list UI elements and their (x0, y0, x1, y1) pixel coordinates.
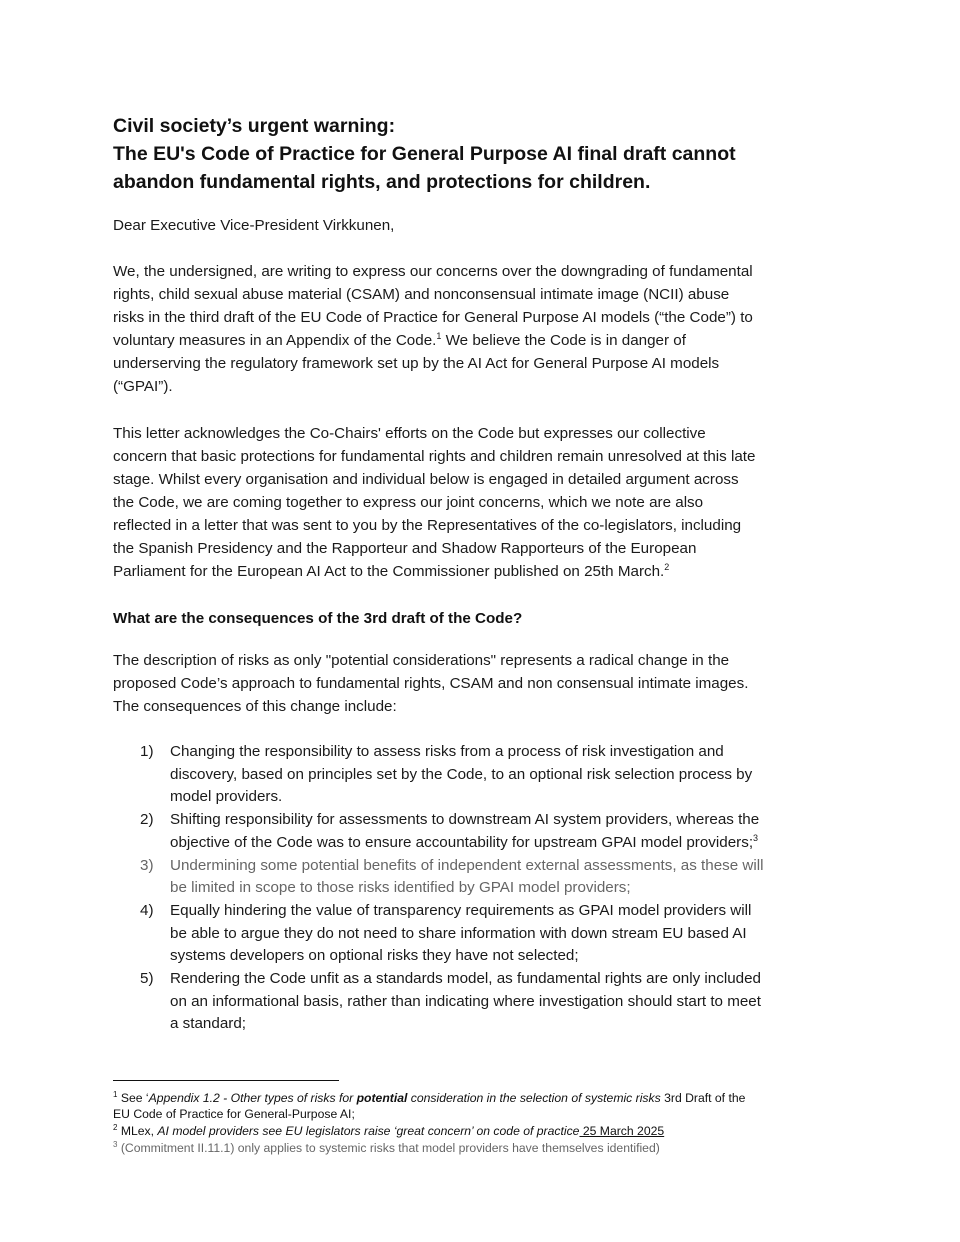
list-item (113, 900, 873, 968)
text-line (113, 1140, 873, 1156)
text-segment: See ‘ (117, 1091, 149, 1105)
footnote-ref[interactable]: 3 (753, 832, 759, 843)
text-line: rights, child sexual abuse material (CSAM) and nonconsensual intimate image (NCII) abuse (113, 286, 730, 303)
text-line: model providers. (170, 788, 283, 806)
text-line: The description of risks as only "potential considerations" represents a radical change in the (113, 652, 730, 669)
text-line (170, 832, 873, 855)
list-item (113, 809, 873, 854)
footnote-1 (113, 1090, 873, 1123)
text-line: EU Code of Practice for General-Purpose AI; (113, 1107, 355, 1122)
list-item (113, 968, 873, 1036)
text-segment: (Commitment II.11.1) only applies to systemic risks that model providers have themselves identified) (117, 1141, 660, 1155)
title-line: abandon fundamental rights, and protections for children. (113, 171, 651, 193)
paragraph-intro (113, 260, 853, 398)
list-number: 4) (140, 901, 154, 919)
text-segment: objective of the Code was to ensure accountability for upstream GPAI model providers; (170, 833, 754, 851)
salutation: Dear Executive Vice-President Virkkunen, (113, 217, 395, 234)
text-line: discovery, based on principles set by the Code, to an optional risk selection process by (170, 765, 753, 783)
text-line: risks in the third draft of the EU Code of Practice for General Purpose AI models (“the Code”) to (113, 309, 753, 326)
consequences-list (113, 741, 873, 1036)
source-link[interactable]: 25 March 2025 (579, 1124, 665, 1138)
footnote-ref[interactable]: 2 (664, 561, 670, 572)
text-line: be limited in scope to those risks identified by GPAI model providers; (170, 879, 631, 897)
text-line: Equally hindering the value of transparency requirements as GPAI model providers will (170, 901, 752, 919)
paragraph-acknowledgement (113, 422, 853, 583)
text-line: Undermining some potential benefits of independent external assessments, as these will (170, 856, 764, 874)
text-line: on an informational basis, rather than indicating where investigation should start to meet (170, 992, 761, 1010)
list-number: 2) (140, 811, 154, 829)
text-line: systems developers on optional risks they have not selected; (170, 947, 579, 965)
text-segment: Appendix 1.2 - Other types of risks for (148, 1091, 357, 1105)
text-line: concern that basic protections for fundamental rights and children remain unresolved at this late (113, 448, 756, 465)
text-line: the Spanish Presidency and the Rapporteur and Shadow Rapporteurs of the European (113, 540, 697, 557)
list-number: 1) (140, 743, 154, 760)
text-line: be able to argue they do not need to share information with down stream EU based AI (170, 924, 747, 942)
text-line: Rendering the Code unfit as a standards model, as fundamental rights are only included (170, 970, 761, 988)
text-segment: potential (356, 1091, 408, 1105)
text-segment: AI model providers see EU legislators raise ‘great concern’ on code of practice (157, 1124, 580, 1138)
text-line: We, the undersigned, are writing to express our concerns over the downgrading of fundamental (113, 263, 753, 280)
section-heading: What are the consequences of the 3rd draft of the Code? (113, 610, 523, 627)
document-title (113, 112, 873, 196)
footnote-2 (113, 1123, 873, 1139)
text-line (113, 1123, 873, 1139)
text-line: underserving the regulatory framework set up by the AI Act for General Purpose AI models (113, 355, 720, 372)
text-segment: voluntary measures in an Appendix of the Code. (113, 332, 437, 349)
text-line: Changing the responsibility to assess risks from a process of risk investigation and (170, 743, 724, 760)
text-segment: 3rd Draft of the (660, 1091, 746, 1105)
text-line: proposed Code’s approach to fundamental rights, CSAM and non consensual intimate images. (113, 675, 749, 692)
title-line: The EU's Code of Practice for General Purpose AI final draft cannot (113, 143, 736, 165)
footnote-divider (113, 1080, 339, 1081)
footnote-marker: 3 (113, 1139, 118, 1149)
paragraph-consequences (113, 649, 853, 718)
text-line: Shifting responsibility for assessments to downstream AI system providers, whereas the (170, 811, 760, 829)
text-segment: Parliament for the European AI Act to the Commissioner published on 25th March. (113, 563, 665, 580)
text-segment: MLex, (117, 1124, 158, 1138)
list-item (113, 855, 873, 900)
footnote-marker: 1 (113, 1089, 118, 1099)
text-line: (“GPAI”). (113, 378, 173, 395)
text-line: reflected in a letter that was sent to you by the Representatives of the co-legislators, including (113, 517, 742, 534)
footnote-marker: 2 (113, 1122, 118, 1132)
text-segment: We believe the Code is in danger of (441, 332, 686, 349)
text-line: a standard; (170, 1015, 246, 1033)
text-line (113, 560, 853, 583)
list-item (113, 741, 873, 809)
text-segment: consideration in the selection of systemic risks (407, 1091, 661, 1105)
text-line: This letter acknowledges the Co-Chairs' efforts on the Code but expresses our collective (113, 425, 706, 442)
footnote-ref[interactable]: 1 (436, 330, 442, 341)
text-line (113, 1090, 873, 1106)
title-line: Civil society’s urgent warning: (113, 115, 396, 137)
text-line: the Code, we are coming together to express our joint concerns, which we note are also (113, 494, 704, 511)
footnote-3 (113, 1140, 873, 1156)
text-line (113, 329, 853, 352)
list-number: 3) (140, 856, 154, 874)
text-line: The consequences of this change include: (113, 698, 397, 715)
list-number: 5) (140, 970, 154, 988)
text-line: stage. Whilst every organisation and individual below is engaged in detailed argument across (113, 471, 739, 488)
